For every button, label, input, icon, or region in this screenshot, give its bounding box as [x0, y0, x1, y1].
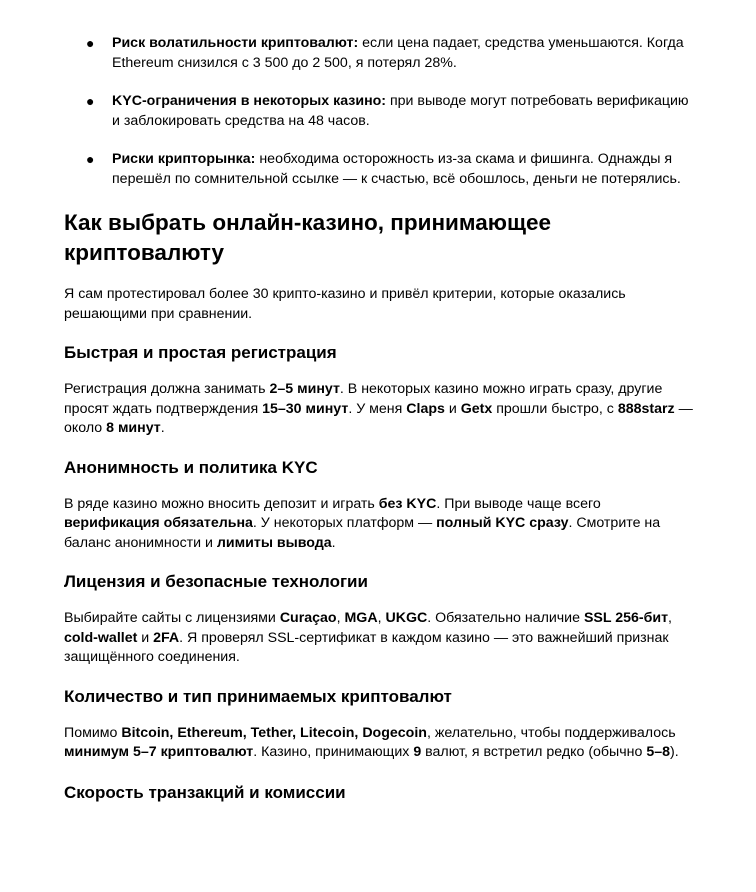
text-run: . Казино, принимающих: [253, 744, 414, 760]
text-run: . У меня: [348, 400, 407, 417]
bold-text: Bitcoin, Ethereum, Tether, Litecoin, Dogecoin: [121, 724, 427, 741]
bold-text: верификация обязательна: [64, 515, 253, 531]
text-run: . В некоторых казино можно играть сразу, другие просят ждать подтверждения: [64, 381, 663, 417]
text-run: , желательно, чтобы поддерживалось: [426, 724, 676, 741]
text-run: .: [331, 534, 336, 551]
text-run: . У некоторых платформ —: [252, 515, 437, 531]
text-run: .: [160, 420, 165, 436]
text-run: — около: [64, 400, 693, 436]
bold-text: Claps: [406, 400, 445, 417]
bold-text: SSL 256-бит: [583, 610, 669, 626]
text-run: и: [137, 629, 154, 646]
bold-text: 8 минут: [106, 420, 161, 436]
bold-text: лимиты вывода: [216, 534, 332, 551]
text-run: и: [444, 400, 461, 417]
list-item: [64, 150, 694, 189]
bold-text: 2–5 минут: [269, 381, 340, 397]
bold-text: 2FA: [153, 629, 180, 646]
section-paragraph-license: [64, 609, 694, 668]
text-run: . Обязательно наличие: [427, 610, 584, 626]
bold-text: без KYC: [378, 495, 437, 512]
text-run: ).: [670, 744, 679, 760]
section-heading-license: Лицензия и безопасные технологии: [64, 572, 368, 591]
list-item-title: Риск волатильности криптовалют:: [112, 35, 359, 51]
bullet-icon: ●: [86, 93, 95, 109]
bold-text: MGA: [344, 610, 378, 626]
list-item: [64, 92, 694, 131]
section-heading-kyc: Анонимность и политика KYC: [64, 457, 318, 477]
bold-text: Curaçao: [279, 610, 337, 626]
list-item-title: KYC-ограничения в некоторых казино:: [112, 93, 387, 109]
section-heading-registration: Быстрая и простая регистрация: [64, 343, 337, 362]
list-item: [64, 34, 694, 73]
bullet-icon: ●: [86, 35, 95, 51]
text-run: ,: [336, 610, 345, 626]
document-page: [64, 34, 694, 820]
bold-text: cold-wallet: [64, 629, 138, 646]
text-run: ,: [377, 610, 386, 626]
section-heading-currencies: Количество и тип принимаемых криптовалют: [64, 686, 452, 706]
text-run: валют, я встретил редко (обычно: [421, 744, 647, 760]
risks-list: [64, 34, 694, 189]
text-run: прошли быстро, с: [492, 400, 618, 417]
text-run: . Я проверял SSL-сертификат в каждом казино — это важнейший признак защищённого соединения.: [64, 629, 669, 665]
section-paragraph-registration: [64, 380, 694, 439]
list-item-text: при выводе могут потребовать верификацию и заблокировать средства на 48 часов.: [112, 93, 689, 129]
bold-text: 888starz: [617, 400, 675, 417]
bold-text: 5–8: [646, 744, 670, 760]
bold-text: 15–30 минут: [262, 400, 349, 417]
section-paragraph-kyc: [64, 495, 694, 554]
intro-paragraph: Я сам протестировал более 30 крипто-казино и привёл критерии, которые оказались решающими при сравнении.: [64, 286, 626, 322]
bullet-icon: ●: [86, 151, 95, 167]
section-paragraph-currencies: [64, 724, 694, 763]
bold-text: полный KYC сразу: [436, 515, 569, 531]
bold-text: 9: [413, 744, 422, 760]
bold-text: Getx: [460, 400, 493, 417]
bold-text: UKGC: [385, 610, 428, 626]
main-heading: Как выбрать онлайн-казино, принимающее криптовалюту: [64, 210, 551, 265]
section-heading-transactions: Скорость транзакций и комиссии: [64, 782, 346, 802]
list-item-text: если цена падает, средства уменьшаются. Когда Ethereum снизился с 3 500 до 2 500, я потерял 28%.: [112, 35, 684, 71]
bold-text: минимум 5–7 криптовалют: [64, 744, 254, 760]
text-run: . При выводе чаще всего: [436, 495, 601, 512]
text-run: . Смотрите на баланс анонимности и: [64, 515, 661, 551]
text-run: Регистрация должна занимать: [64, 381, 270, 397]
list-item-text: необходима осторожность из-за скама и фишинга. Однажды я перешёл по сомнительной ссылке — к счастью, всё обошлось, деньги не потерялись.: [112, 151, 681, 187]
text-run: ,: [668, 610, 672, 626]
text-run: Помимо: [64, 724, 122, 741]
text-run: В ряде казино можно вносить депозит и играть: [64, 495, 379, 512]
text-run: Выбирайте сайты с лицензиями: [64, 610, 280, 626]
list-item-title: Риски крипторынка:: [112, 151, 256, 167]
